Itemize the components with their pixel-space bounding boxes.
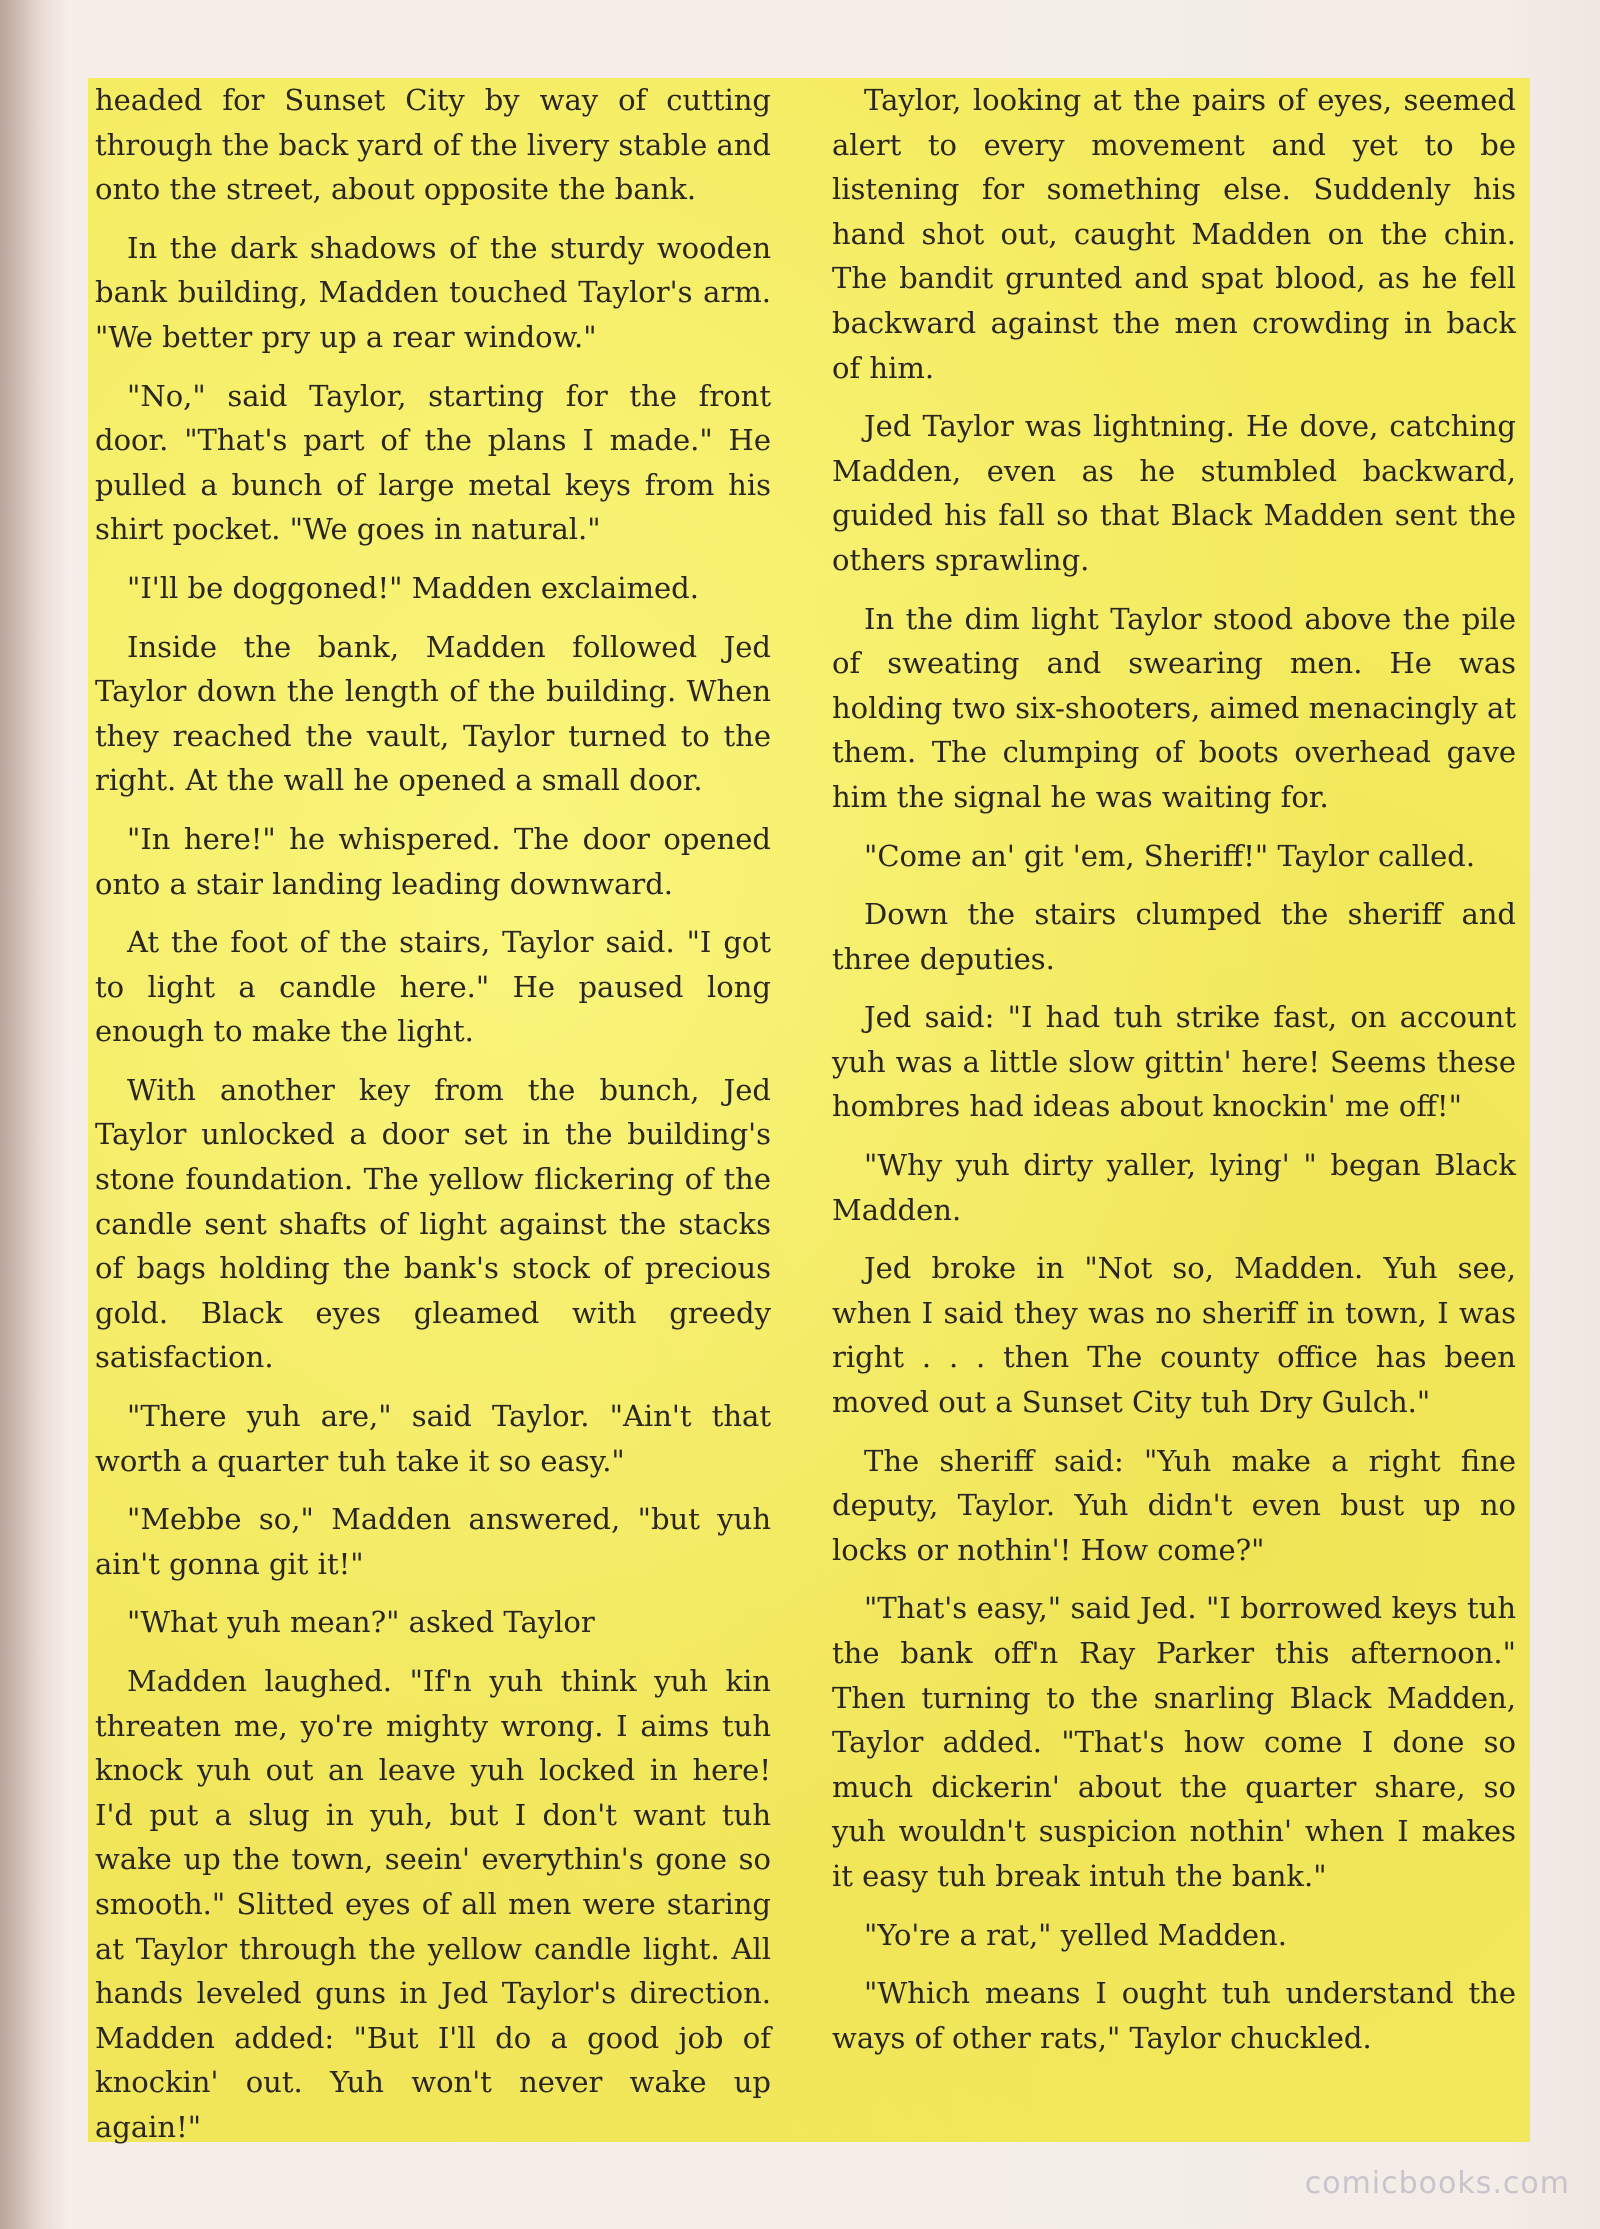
right-paragraph-2: Jed Taylor was lightning. He dove, catching Madden, even as he stumbled backward, guided his fall so that Black Madden sent the others sprawling. <box>832 409 1516 577</box>
left-text-column <box>95 78 771 2164</box>
right-paragraph-12: "Which means I ought tuh understand the ways of other rats," Taylor chuckled. <box>832 1976 1516 2055</box>
left-paragraph-8: With another key from the bunch, Jed Taylor unlocked a door set in the building's stone foundation. The yellow flickering of the candle sent shafts of light against the stacks of bags holding the bank's stock of precious gold. Black eyes gleamed with greedy satisfaction. <box>95 1072 771 1375</box>
right-text-column <box>832 78 1516 2074</box>
right-paragraph-6: Jed said: "I had tuh strike fast, on account yuh was a little slow gittin' here! Seems these hombres had ideas about knockin' me off!" <box>832 1000 1516 1124</box>
left-paragraph-6: "In here!" he whispered. The door opened onto a stair landing leading downward. <box>95 821 771 901</box>
site-watermark: comicbooks.com <box>1304 2166 1570 2201</box>
left-paragraph-4: "I'll be doggoned!" Madden exclaimed. <box>127 570 699 605</box>
right-paragraph-1: Taylor, looking at the pairs of eyes, seemed alert to every movement and yet to be listening for something else. Suddenly his hand shot out, caught Madden on the chin. The bandit grunted and spat blood, as he fell backward against the men crowding in back of him. <box>832 83 1516 385</box>
right-paragraph-10: "That's easy," said Jed. "I borrowed keys tuh the bank off'n Ray Parker this afternoon." Then turning to the snarling Black Madden, Taylor added. "That's how come I done so much dickerin' about the quarter share, so yuh wouldn't suspicion nothin' when I makes it easy tuh break intuh the bank." <box>832 1591 1516 1893</box>
right-paragraph-8: Jed broke in "Not so, Madden. Yuh see, when I said they was no sheriff in town, I was right . . . then The county office has been moved out a Sunset City tuh Dry Gulch." <box>832 1251 1516 1420</box>
left-paragraph-1: headed for Sunset City by way of cutting through the back yard of the livery stable and onto the street, about opposite the bank. <box>95 83 771 207</box>
left-paragraph-7: At the foot of the stairs, Taylor said. "I got to light a candle here." He paused long enough to make the light. <box>95 925 771 1049</box>
binding-gutter-shadow <box>0 0 70 2229</box>
left-paragraph-3: "No," said Taylor, starting for the front door. "That's part of the plans I made." He pulled a bunch of large metal keys from his shirt pocket. "We goes in natural." <box>95 378 771 547</box>
right-paragraph-9: The sheriff said: "Yuh make a right fine deputy, Taylor. Yuh didn't even bust up no locks or nothin'! How come?" <box>832 1443 1516 1567</box>
column-divider <box>816 78 818 2142</box>
left-paragraph-10: "Mebbe so," Madden answered, "but yuh ain't gonna git it!" <box>95 1502 771 1581</box>
left-paragraph-5: Inside the bank, Madden followed Jed Taylor down the length of the building. When they reached the vault, Taylor turned to the right. At the wall he opened a small door. <box>95 629 771 798</box>
left-paragraph-2: In the dark shadows of the sturdy wooden bank building, Madden touched Taylor's arm. "We better pry up a rear window." <box>95 230 771 354</box>
left-paragraph-9: "There yuh are," said Taylor. "Ain't that worth a quarter tuh take it so easy." <box>95 1399 771 1478</box>
right-paragraph-3: In the dim light Taylor stood above the pile of sweating and swearing men. He was holding two six-shooters, aimed menacingly at them. The clumping of boots overhead gave him the signal he was waiting for. <box>832 601 1516 814</box>
right-paragraph-5: Down the stairs clumped the sheriff and three deputies. <box>832 897 1516 976</box>
left-paragraph-11: "What yuh mean?" asked Taylor <box>127 1605 595 1640</box>
right-paragraph-4: "Come an' git 'em, Sheriff!" Taylor called. <box>864 838 1476 873</box>
left-paragraph-12: Madden laughed. "If'n yuh think yuh kin threaten me, yo're mighty wrong. I aims tuh knock yuh out an leave yuh locked in here! I'd put a slug in yuh, but I don't want tuh wake up the town, seein' everythin's gone so smooth." Slitted eyes of all men were staring at Taylor through the yellow candle light. All hands leveled guns in Jed Taylor's direction. Madden added: "But I'll do a good job of knockin' out. Yuh won't never wake up again!" <box>95 1664 771 2144</box>
right-paragraph-7: "Why yuh dirty yaller, lying' " began Black Madden. <box>832 1148 1516 1227</box>
right-paragraph-11: "Yo're a rat," yelled Madden. <box>864 1917 1287 1952</box>
